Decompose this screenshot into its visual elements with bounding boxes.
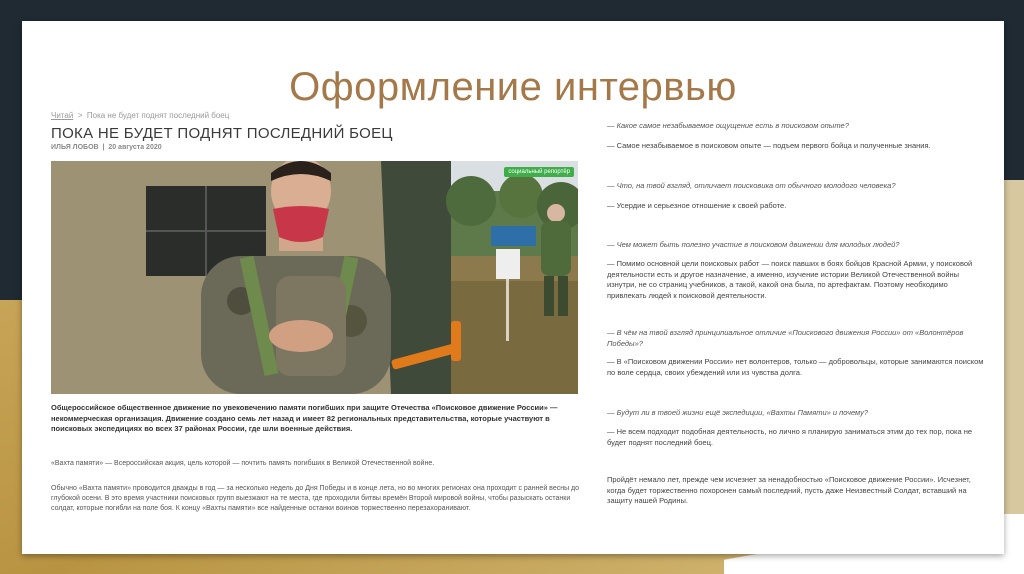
interview-question: — Чем может быть полезно участие в поисковом движении для молодых людей? (607, 240, 900, 249)
article-paragraph: «Вахта памяти» — Всероссийская акция, цель которой — почтить память погибших в Великой Отечественной войне. (51, 460, 435, 467)
article-paragraph: Обычно «Вахта памяти» проводится дважды в год — за несколько недель до Дня Победы и в конце лета, но во многих регионах она проходит с ранней весны до глубокой осени. В это время участники поисковых групп выезжают на те места, где проходили битвы времён Второй мировой войны, чтобы разыскать останки солдат, которые погибли на поле боя. К концу «Вахты памяти» все найденные останки воинов торжественно перезахоранивают. (51, 485, 580, 512)
interview-answer: — Помимо основной цели поисковых работ — поиск павших в боях бойцов Красной Армии, у поисковой деятельности есть и другое назначение, а именно, изучение истории Великой Отечественной войны изнутри, не со страниц учебников, а такой, какой она была, по артефактам. Поэтому необходимо привлекать людей к поисковой деятельности. (607, 259, 973, 300)
interview-answer: — В «Поисковом движении России» нет волонтеров, только — добровольцы, которые занимаются поиском по воле сердца, своих убеждений или из чувства долга. (607, 357, 984, 377)
article-byline: ИЛЬЯ ЛОБОВ | 20 августа 2020 (51, 144, 162, 151)
interview-question: — Что, на твой взгляд, отличает поисковика от обычного молодого человека? (607, 181, 896, 190)
interview-answer: — Самое незабываемое в поисковом опыте — подъем первого бойца и полученные знания. (607, 141, 931, 150)
article-headline: ПОКА НЕ БУДЕТ ПОДНЯТ ПОСЛЕДНИЙ БОЕЦ (51, 125, 393, 142)
breadcrumb-separator: > (77, 111, 83, 120)
interview-answer: — Усердие и серьезное отношение к своей работе. (607, 201, 787, 210)
article-author: ИЛЬЯ ЛОБОВ (51, 144, 99, 151)
interview-question: — Какое самое незабываемое ощущение есть в поисковом опыте? (607, 121, 849, 130)
interview-closing: Пройдёт немало лет, прежде чем исчезнет за ненадобностью «Поисковое движение России». Исчезнет, когда будет торжественно похоронен самый последний, пусть даже Неизвестный Солдат, вставший на защиту нашей Родины. (607, 475, 971, 505)
slide (22, 21, 1004, 554)
article-photo (51, 161, 578, 394)
breadcrumb-current: Пока не будет поднят последний боец (86, 111, 230, 120)
article-date: 20 августа 2020 (108, 144, 162, 151)
photo-illustration (51, 161, 578, 394)
interview-question: — В чём на твой взгляд принципиальное отличие «Поискового движения России» от «Волонтёров Победы»? (607, 328, 964, 348)
breadcrumb (51, 111, 229, 120)
breadcrumb-link[interactable]: Читай (51, 111, 74, 120)
slide-title: Оформление интервью (289, 65, 737, 109)
article-caption: Общероссийское общественное движение по увековечению памяти погибших при защите Отечества «Поисковое движение России» — некоммерческая организация. Движение создано семь лет назад и имеет 82 региональных представительства, которые участвуют в поисковых экспедициях во всех 37 районах России, где шли военные действия. (51, 403, 558, 433)
photo-badge: социальный репортёр (504, 167, 574, 177)
interview-question: — Будут ли в твоей жизни ещё экспедиции, «Вахты Памяти» и почему? (607, 408, 869, 417)
interview-answer: — Не всем подходит подобная деятельность, но лично я планирую заниматься этим до тех пор, пока не будет поднят последний боец. (607, 427, 973, 447)
